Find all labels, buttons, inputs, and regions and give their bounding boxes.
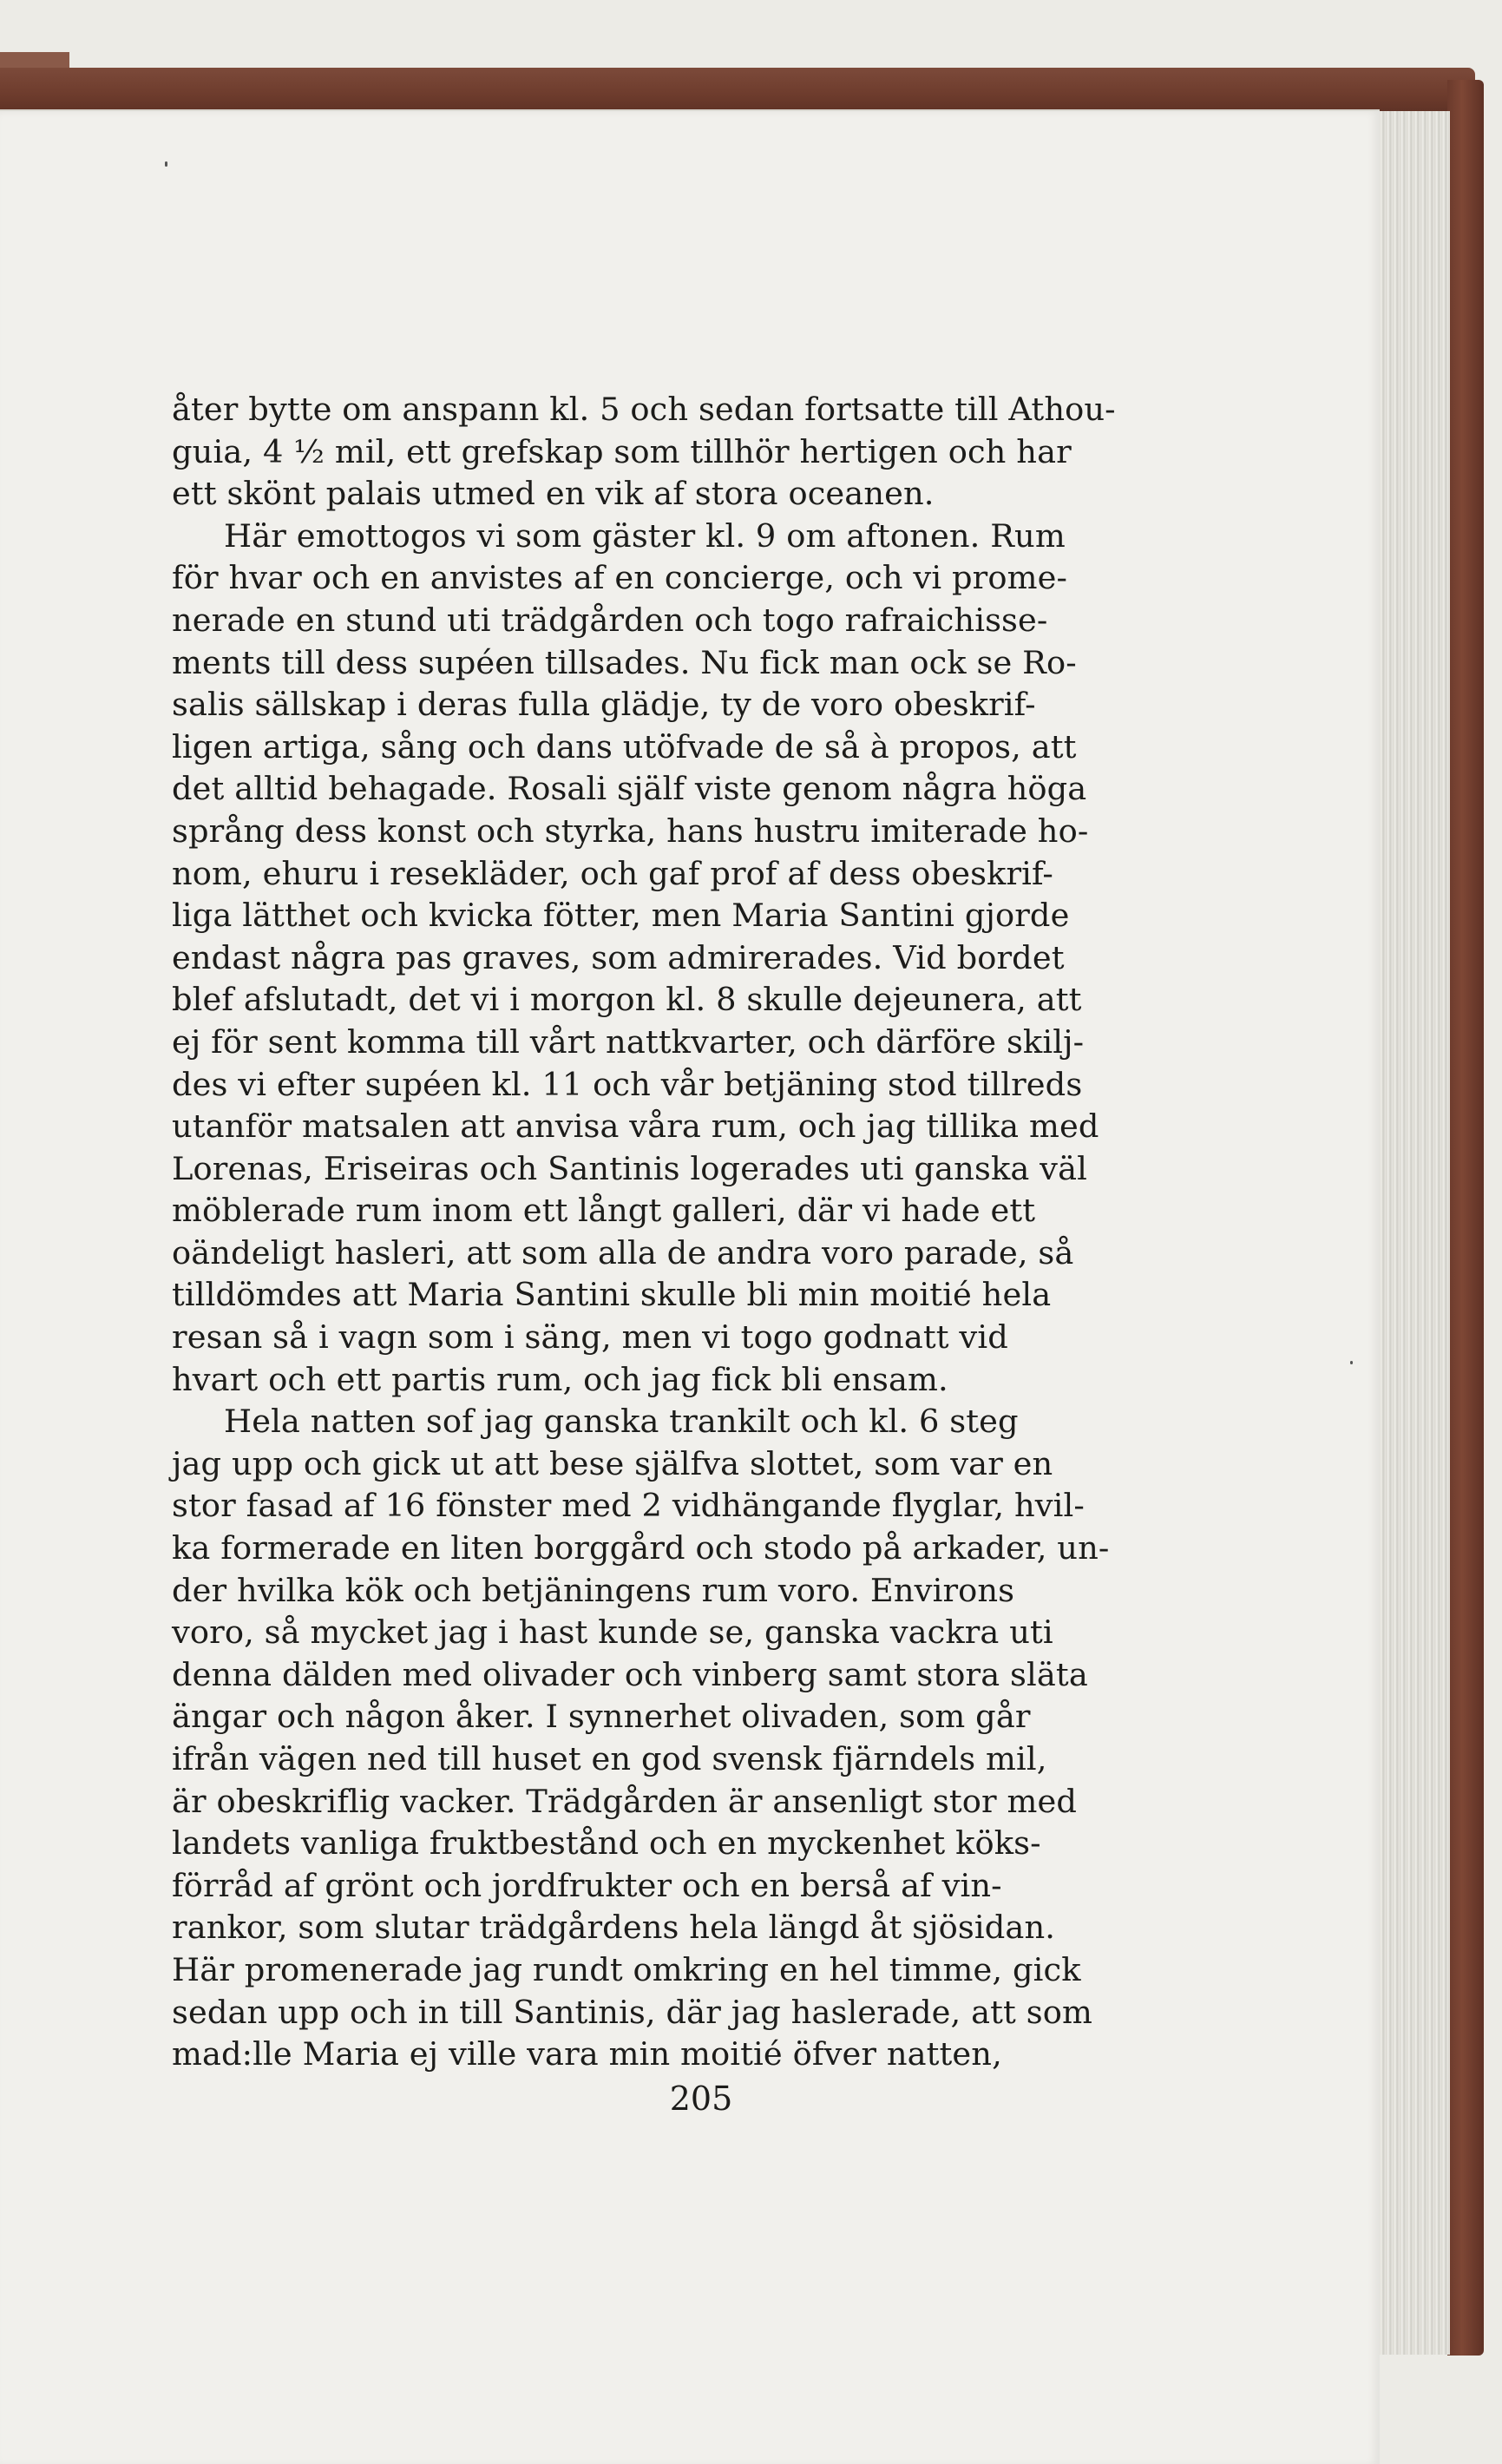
text-line: tilldömdes att Maria Santini skulle bli min moitié hela bbox=[172, 1276, 1052, 1314]
body-text bbox=[172, 389, 1137, 2076]
text-line: är obeskriflig vacker. Trädgården är ansenligt stor med bbox=[172, 1782, 1078, 1820]
text-line: ifrån vägen ned till huset en god svensk fjärndels mil, bbox=[172, 1740, 1047, 1777]
text-line: Här promenerade jag rundt omkring en hel timme, gick bbox=[172, 1950, 1081, 1988]
text-line: för hvar och en anvistes af en concierge, och vi prome- bbox=[172, 559, 1067, 597]
text-line: nerade en stund uti trädgården och togo rafraichisse- bbox=[172, 601, 1048, 639]
text-line: nom, ehuru i resekläder, och gaf prof af dess obeskrif- bbox=[172, 854, 1053, 892]
text-line: salis sällskap i deras fulla glädje, ty de voro obeskrif- bbox=[172, 686, 1036, 724]
text-line: Hela natten sof jag ganska trankilt och kl. 6 steg bbox=[224, 1403, 1019, 1441]
text-line: ments till dess supéen tillsades. Nu fick man ock se Ro- bbox=[172, 643, 1077, 681]
book-page bbox=[0, 109, 1380, 2464]
text-line: mad:lle Maria ej ville vara min moitié öfver natten, bbox=[172, 2035, 1002, 2073]
paper-speck bbox=[165, 161, 167, 167]
text-line: Lorenas, Eriseiras och Santinis logerades uti ganska väl bbox=[172, 1149, 1087, 1187]
book-cover-right-edge bbox=[1447, 80, 1484, 2356]
text-line: ka formerade en liten borggård och stodo på arkader, un- bbox=[172, 1529, 1110, 1567]
text-line: resan så i vagn som i säng, men vi togo godnatt vid bbox=[172, 1318, 1008, 1357]
text-line: der hvilka kök och betjäningens rum voro. Environs bbox=[172, 1571, 1015, 1609]
text-line: ängar och någon åker. I synnerhet olivaden, som går bbox=[172, 1698, 1031, 1736]
text-line: blef afslutadt, det vi i morgon kl. 8 skulle dejeunera, att bbox=[172, 981, 1082, 1019]
text-line: denna dälden med olivader och vinberg samt stora släta bbox=[172, 1655, 1088, 1693]
text-line: förråd af grönt och jordfrukter och en berså af vin- bbox=[172, 1866, 1002, 1904]
text-line: det alltid behagade. Rosali själf viste genom några höga bbox=[172, 770, 1087, 808]
text-line: landets vanliga fruktbestånd och en myckenhet köks- bbox=[172, 1824, 1041, 1863]
text-line: stor fasad af 16 fönster med 2 vidhängande flyglar, hvil- bbox=[172, 1487, 1085, 1525]
text-line: rankor, som slutar trädgårdens hela längd åt sjösidan. bbox=[172, 1909, 1056, 1947]
text-line: sedan upp och in till Santinis, där jag haslerade, att som bbox=[172, 1993, 1092, 2031]
text-line: guia, 4 ½ mil, ett grefskap som tillhör hertigen och har bbox=[172, 432, 1072, 470]
text-line: ej för sent komma till vårt nattkvarter, och därföre skilj- bbox=[172, 1022, 1085, 1061]
text-line: des vi efter supéen kl. 11 och vår betjäning stod tillreds bbox=[172, 1065, 1083, 1103]
text-line: ligen artiga, sång och dans utöfvade de så à propos, att bbox=[172, 727, 1077, 765]
text-line: liga lätthet och kvicka fötter, men Maria Santini gjorde bbox=[172, 897, 1070, 935]
paper-speck bbox=[1350, 1361, 1353, 1364]
text-line: åter bytte om anspann kl. 5 och sedan fortsatte till Athou- bbox=[172, 391, 1116, 428]
text-line: hvart och ett partis rum, och jag fick bli ensam. bbox=[172, 1360, 948, 1398]
page-edges bbox=[1371, 111, 1450, 2355]
text-line: ett skönt palais utmed en vik af stora oceanen. bbox=[172, 475, 935, 513]
page-number: 205 bbox=[669, 2080, 733, 2118]
text-line: utanför matsalen att anvisa våra rum, och jag tillika med bbox=[172, 1107, 1099, 1146]
text-line: endast några pas graves, som admirerades. Vid bordet bbox=[172, 938, 1065, 976]
text-line: voro, så mycket jag i hast kunde se, ganska vackra uti bbox=[172, 1613, 1053, 1652]
text-line: möblerade rum inom ett långt galleri, där vi hade ett bbox=[172, 1192, 1036, 1230]
text-line: Här emottogos vi som gäster kl. 9 om aftonen. Rum bbox=[224, 516, 1066, 555]
text-line: jag upp och gick ut att bese själfva slottet, som var en bbox=[172, 1444, 1053, 1482]
text-line: språng dess konst och styrka, hans hustru imiterade ho- bbox=[172, 811, 1089, 850]
text-line: oändeligt hasleri, att som alla de andra voro parade, så bbox=[172, 1233, 1074, 1271]
